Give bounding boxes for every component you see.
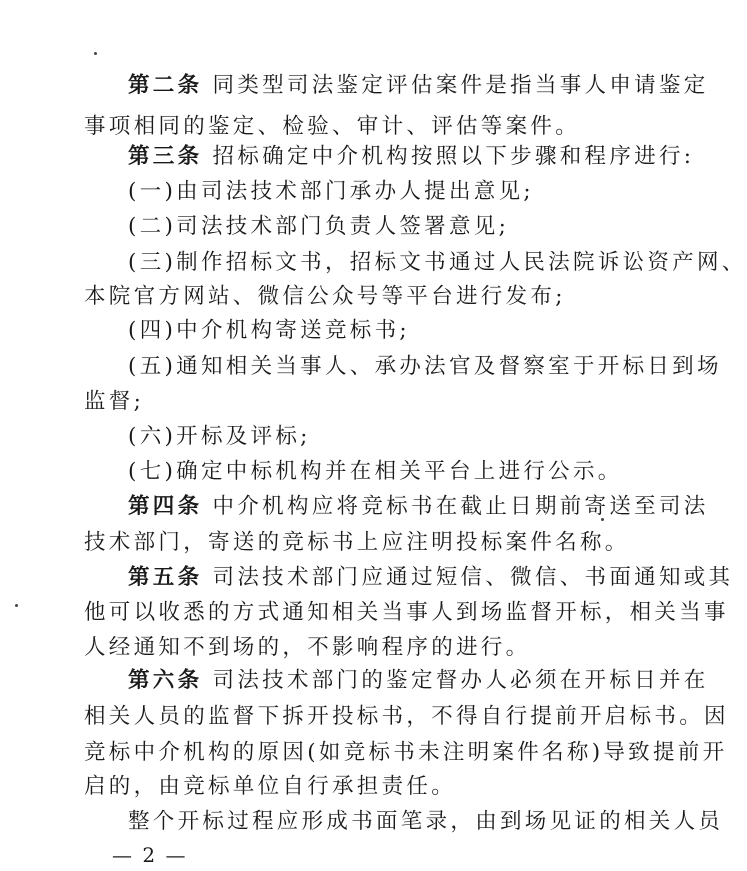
closing-line-1: 整个开标过程应形成书面笔录，由到场见证的相关人员 xyxy=(128,809,724,834)
article-5-line-1 xyxy=(128,565,734,590)
article-6-line-4: 启的，由竞标单位自行承担责任。 xyxy=(84,774,457,799)
article-3-heading: 第三条 xyxy=(128,144,203,169)
article-5-text: 司法技术部门应通过短信、微信、书面通知或其 xyxy=(212,565,734,590)
page-number: — 2 — xyxy=(112,843,188,867)
article-3-step-5-line-1: (五)通知相关当事人、承办法官及督察室于开标日到场 xyxy=(128,354,722,379)
article-3-step-2: (二)司法技术部门负责人签署意见; xyxy=(128,214,510,239)
article-6-line-3: 竞标中介机构的原因(如竞标书未注明案件名称)导致提前开 xyxy=(84,740,728,765)
article-4-line-1 xyxy=(128,494,709,519)
article-3-step-7: (七)确定中标机构并在相关平台上进行公示。 xyxy=(128,459,623,484)
article-3-step-6: (六)开标及评标; xyxy=(128,424,311,449)
scan-speck xyxy=(15,604,18,607)
article-3-step-4: (四)中介机构寄送竞标书; xyxy=(128,318,410,343)
article-3-text: 招标确定中介机构按照以下步骤和程序进行: xyxy=(212,144,695,169)
article-3-step-3-line-1: (三)制作招标文书，招标文书通过人民法院诉讼资产网、 xyxy=(128,250,747,275)
article-2-line-1 xyxy=(128,73,709,98)
article-4-heading: 第四条 xyxy=(128,494,203,519)
article-5-line-3: 人经通知不到场的，不影响程序的进行。 xyxy=(84,635,531,660)
article-5-heading: 第五条 xyxy=(128,565,203,590)
article-3-step-3-line-2: 本院官方网站、微信公众号等平台进行发布; xyxy=(84,284,566,309)
article-3-step-1: (一)由司法技术部门承办人提出意见; xyxy=(128,179,534,204)
article-6-heading: 第六条 xyxy=(128,668,203,693)
article-4-line-2: 技术部门，寄送的竞标书上应注明投标案件名称。 xyxy=(84,530,630,555)
article-4-text: 中介机构应将竞标书在截止日期前寄送至司法 xyxy=(212,494,709,519)
article-6-line-2: 相关人员的监督下拆开投标书，不得自行提前开启标书。因 xyxy=(84,704,729,729)
article-2-line-2: 事项相同的鉴定、检验、审计、评估等案件。 xyxy=(84,114,581,139)
article-3-line-1 xyxy=(128,144,695,169)
article-2-text: 同类型司法鉴定评估案件是指当事人申请鉴定 xyxy=(212,73,709,98)
article-2-heading: 第二条 xyxy=(128,73,203,98)
article-6-text: 司法技术部门的鉴定督办人必须在开标日并在 xyxy=(212,668,709,693)
article-5-line-2: 他可以收悉的方式通知相关当事人到场监督开标，相关当事 xyxy=(84,600,729,625)
article-6-line-1 xyxy=(128,668,709,693)
article-3-step-5-line-2: 监督; xyxy=(84,389,145,414)
scan-speck xyxy=(94,52,97,55)
